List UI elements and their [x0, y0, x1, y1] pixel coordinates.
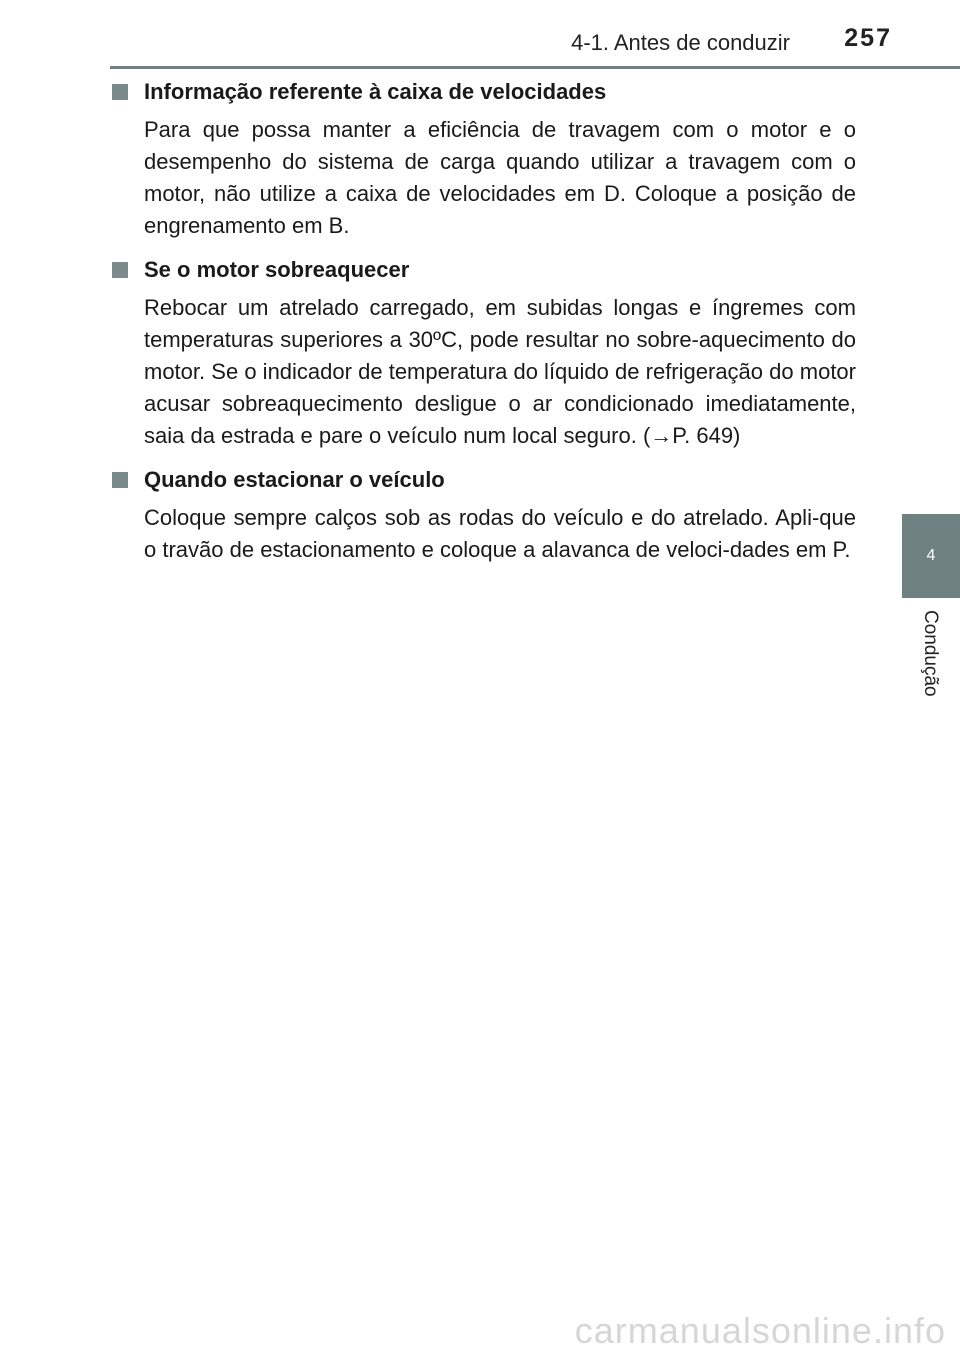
section-heading-text: Informação referente à caixa de velocidades	[144, 79, 607, 104]
header-section-title: 4-1. Antes de conduzir	[571, 30, 790, 55]
chapter-number: 4	[926, 547, 936, 564]
chapter-label: Condução	[920, 610, 941, 697]
square-bullet-icon	[112, 262, 128, 278]
section-heading	[112, 254, 856, 286]
section-body: Para que possa manter a eficiência de travagem com o motor e o desempenho do sistema de carga quando utilizar a travagem com o motor, não utilize a caixa de velocidades em D. Coloque a posição de engrenamento em B.	[144, 117, 856, 238]
section-heading	[112, 464, 856, 496]
header-divider	[110, 66, 960, 69]
section-transmission-info	[112, 76, 856, 242]
page-content	[112, 76, 856, 578]
section-heading-text: Se o motor sobreaquecer	[144, 257, 410, 282]
watermark-text: carmanualsonline.info	[574, 1310, 946, 1351]
square-bullet-icon	[112, 84, 128, 100]
section-heading	[112, 76, 856, 108]
section-parking	[112, 464, 856, 566]
section-body: Rebocar um atrelado carregado, em subidas longas e íngremes com temperaturas superiores a 30ºC, pode resultar no sobre-aquecimento do motor. Se o indicador de temperatura do líquido de refrigeração do motor acusar sobreaquecimento desligue o ar condicionado imediatamente, saia da estrada e pare o veículo num local seguro. (→P. 649)	[144, 295, 856, 448]
section-heading-text: Quando estacionar o veículo	[144, 467, 445, 492]
square-bullet-icon	[112, 472, 128, 488]
page-number: 257	[844, 24, 892, 52]
section-body: Coloque sempre calços sob as rodas do veículo e do atrelado. Apli-que o travão de estacionamento e coloque a alavanca de veloci-dades em P.	[144, 505, 856, 562]
chapter-label-container	[902, 610, 960, 710]
section-engine-overheat	[112, 254, 856, 452]
chapter-tab	[902, 514, 960, 598]
page-header	[0, 0, 960, 70]
